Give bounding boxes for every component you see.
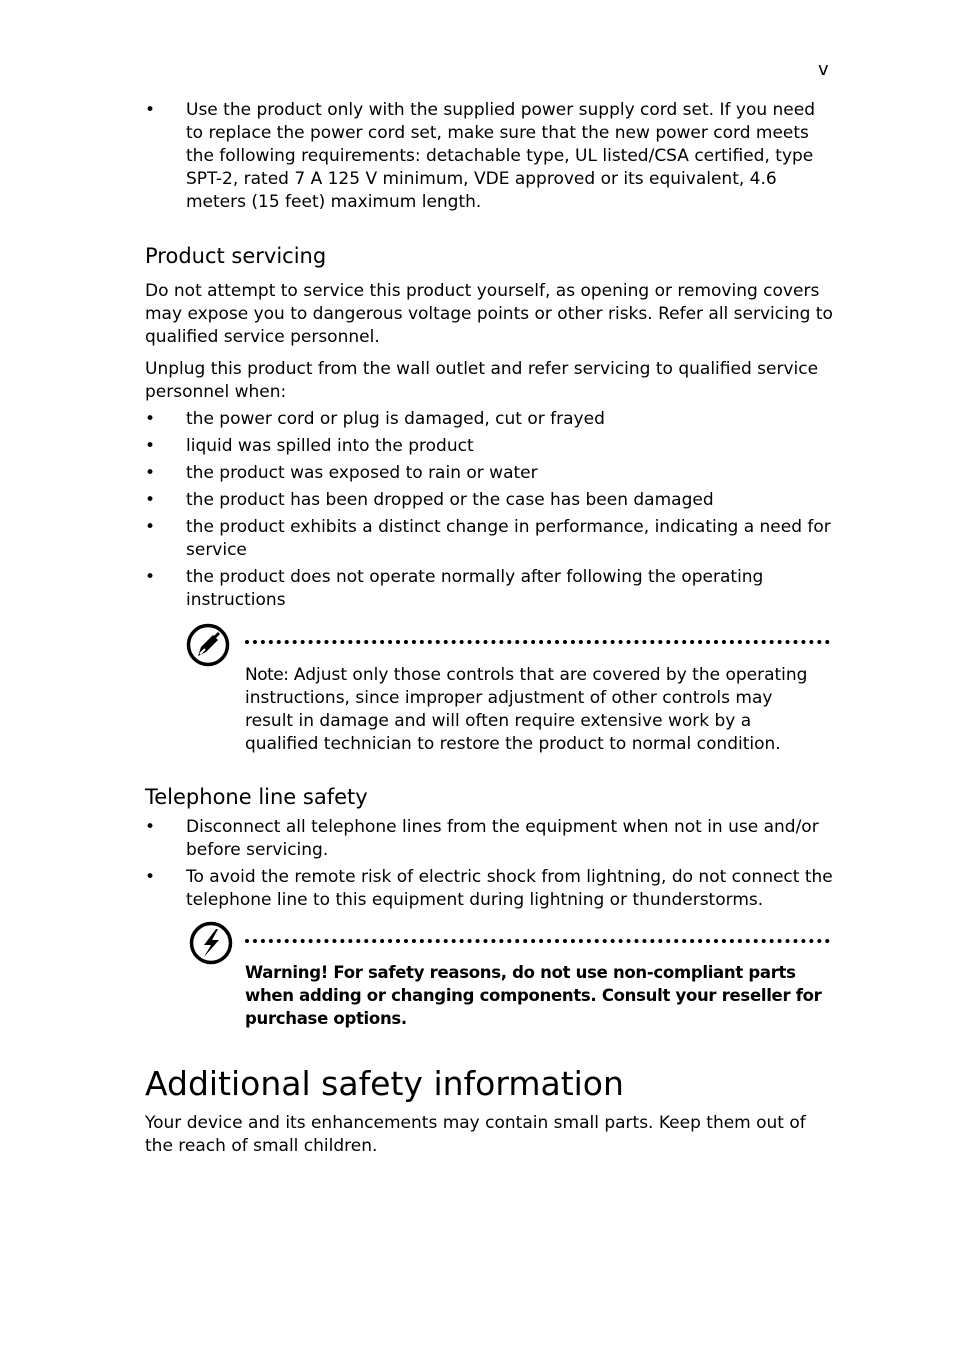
- note-text: [245, 664, 825, 756]
- section-heading-product-servicing: Product servicing: [145, 244, 327, 268]
- bullet: •: [145, 867, 156, 887]
- section-heading-telephone-line-safety: Telephone line safety: [145, 785, 368, 809]
- note-pen-icon: [186, 623, 230, 667]
- list-item: [145, 816, 835, 862]
- list-item-text: the product has been dropped or the case has been damaged: [186, 490, 714, 510]
- list-item-text: Use the product only with the supplied power supply cord set. If you need to replace the power cord set, make sure that the new power cord meets the following requirements: detachable type, UL listed/CSA certified, type SPT-2, rated 7 A 125 V minimum, VDE approved or its equivalent, 4.6 meters (15 feet) maximum length.: [186, 100, 815, 212]
- power-cord-list: [145, 99, 835, 218]
- list-item: [145, 516, 835, 562]
- list-item-text: the product exhibits a distinct change in performance, indicating a need for service: [186, 517, 831, 560]
- list-item: [145, 866, 835, 912]
- note-body: Adjust only those controls that are covered by the operating instructions, since improper adjustment of other controls may result in damage and will often require extensive work by a qualified technician to restore the product to normal condition.: [245, 665, 808, 754]
- list-item: [145, 489, 835, 512]
- warning-divider: [245, 939, 830, 943]
- list-item: [145, 566, 835, 612]
- bullet: •: [145, 567, 156, 587]
- list-item-text: liquid was spilled into the product: [186, 436, 474, 456]
- bullet: •: [145, 100, 156, 120]
- paragraph: Unplug this product from the wall outlet and refer servicing to qualified service personnel when:: [145, 359, 819, 402]
- bullet: •: [145, 463, 156, 483]
- warning-text: Warning! For safety reasons, do not use non-compliant parts when adding or changing components. Consult your reseller for purchase options.: [245, 963, 822, 1028]
- page-number: v: [818, 59, 829, 80]
- list-item-text: To avoid the remote risk of electric shock from lightning, do not connect the telephone line to this equipment during lightning or thunderstorms.: [186, 867, 833, 910]
- list-item: [145, 99, 835, 214]
- list-item: [145, 408, 835, 431]
- note-divider: [245, 640, 830, 644]
- list-item: [145, 435, 835, 458]
- bullet: •: [145, 436, 156, 456]
- page-title-additional-safety: Additional safety information: [145, 1064, 624, 1103]
- list-item: [145, 462, 835, 485]
- paragraph: Your device and its enhancements may contain small parts. Keep them out of the reach of small children.: [145, 1113, 806, 1156]
- bullet: •: [145, 409, 156, 429]
- lightning-warning-icon: [189, 921, 233, 965]
- list-item-text: Disconnect all telephone lines from the equipment when not in use and/or before servicing.: [186, 817, 819, 860]
- list-item-text: the product does not operate normally after following the operating instructions: [186, 567, 764, 610]
- bullet: •: [145, 490, 156, 510]
- bullet: •: [145, 817, 156, 837]
- telephone-safety-list: [145, 816, 835, 916]
- list-item-text: the power cord or plug is damaged, cut or frayed: [186, 409, 605, 429]
- paragraph: Do not attempt to service this product yourself, as opening or removing covers may expose you to dangerous voltage points or other risks. Refer all servicing to qualified service personnel.: [145, 281, 833, 347]
- servicing-conditions-list: [145, 408, 835, 616]
- bullet: •: [145, 517, 156, 537]
- note-label: Note:: [245, 665, 289, 685]
- list-item-text: the product was exposed to rain or water: [186, 463, 538, 483]
